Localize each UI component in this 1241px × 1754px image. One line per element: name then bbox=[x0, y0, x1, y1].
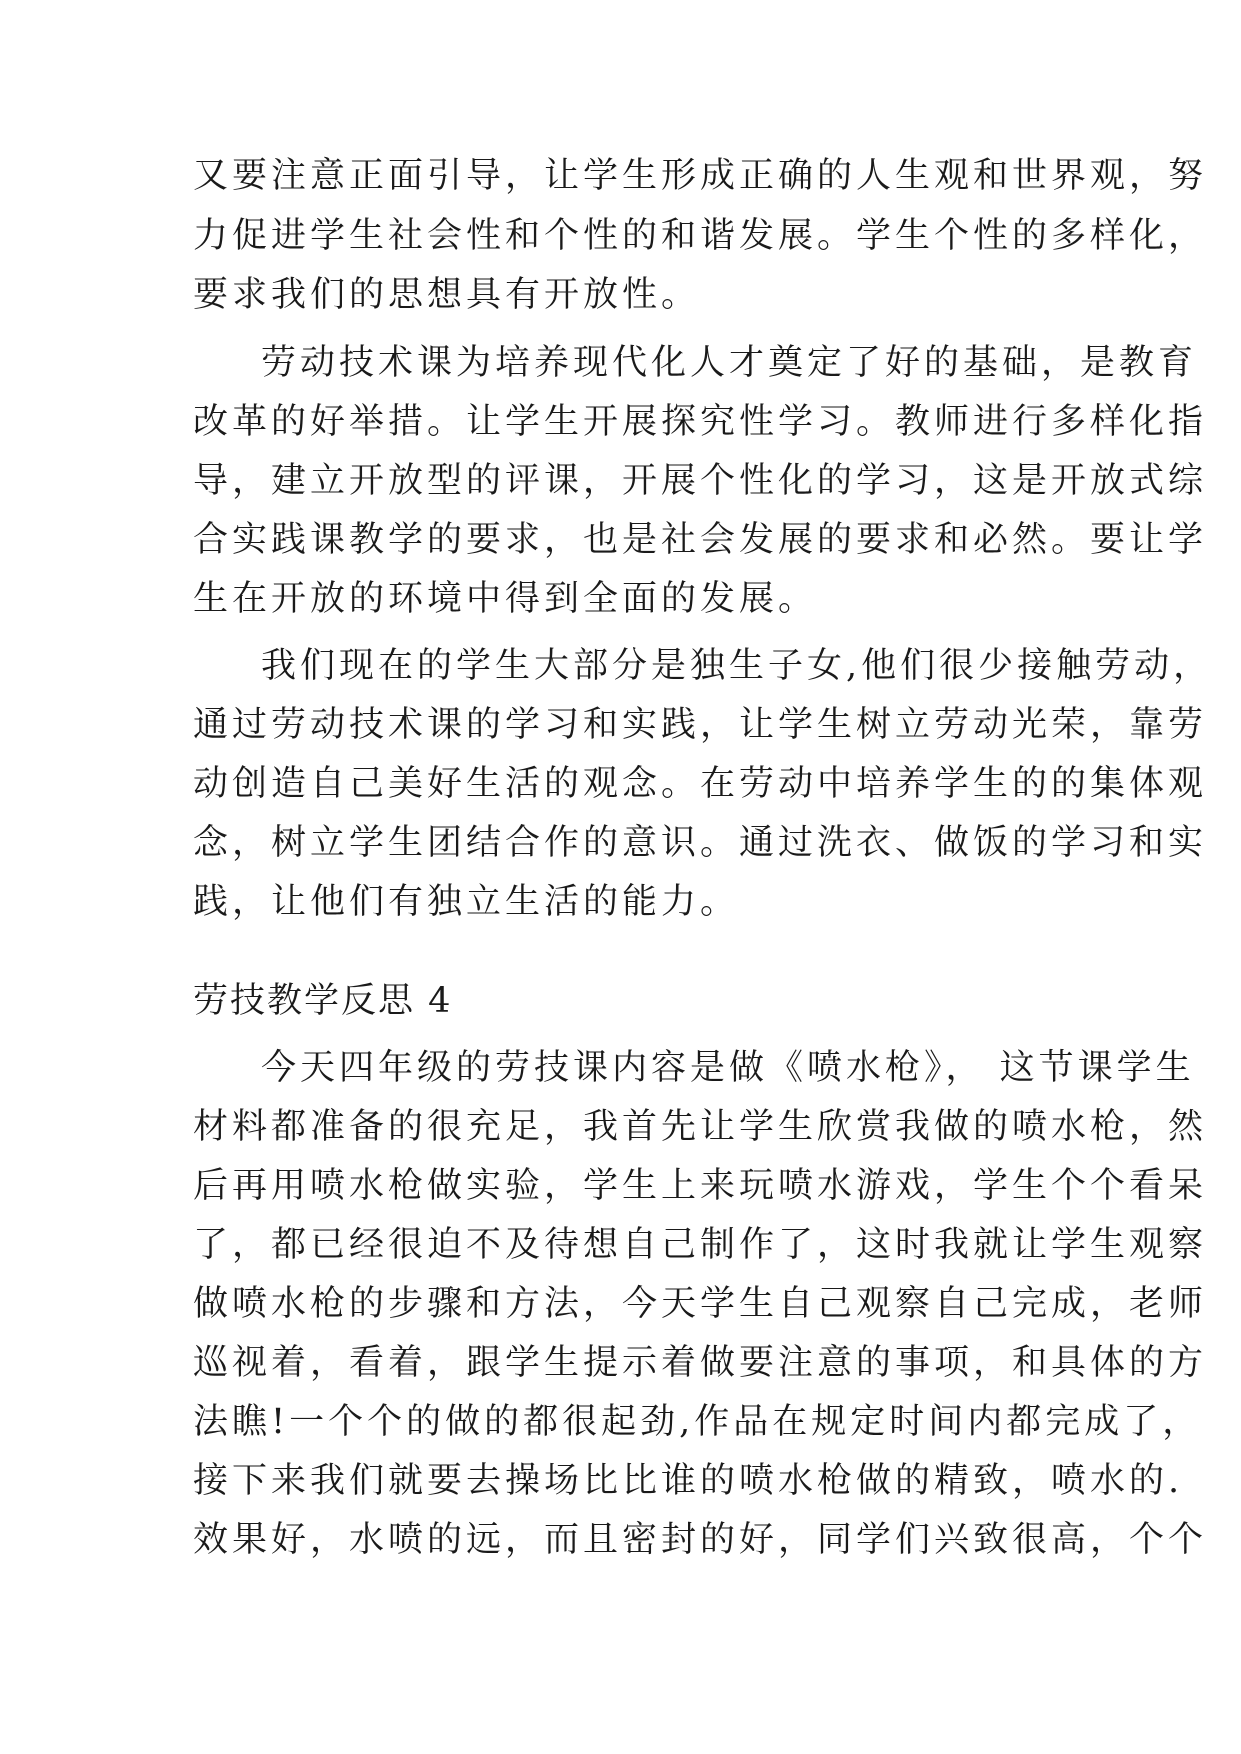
paragraph-4-line-1: 今天四年级的劳技课内容是做《喷水枪》， 这节课学生 bbox=[261, 1048, 1195, 1088]
paragraph-4-line-5: 做喷水枪的步骤和方法，今天学生自己观察自己完成，老师 bbox=[193, 1284, 1208, 1324]
paragraph-3-line-1: 我们现在的学生大部分是独生子女,他们很少接触劳动， bbox=[261, 646, 1213, 686]
paragraph-2-line-5: 生在开放的环境中得到全面的发展。 bbox=[193, 579, 818, 619]
paragraph-1-line-1: 又要注意正面引导，让学生形成正确的人生观和世界观，努 bbox=[193, 156, 1208, 196]
paragraph-4-line-4: 了，都已经很迫不及待想自己制作了，这时我就让学生观察 bbox=[193, 1225, 1208, 1265]
paragraph-3-line-2: 通过劳动技术课的学习和实践，让学生树立劳动光荣，靠劳 bbox=[193, 705, 1208, 745]
paragraph-1-line-3: 要求我们的思想具有开放性。 bbox=[193, 275, 701, 315]
section-heading: 劳技教学反思 4 bbox=[193, 981, 453, 1021]
paragraph-4-line-6: 巡视着，看着，跟学生提示着做要注意的事项，和具体的方 bbox=[193, 1343, 1208, 1383]
paragraph-2-line-3: 导，建立开放型的评课，开展个性化的学习，这是开放式综 bbox=[193, 461, 1208, 501]
paragraph-4-line-3: 后再用喷水枪做实验，学生上来玩喷水游戏，学生个个看呆 bbox=[193, 1166, 1208, 1206]
paragraph-4-line-7: 法瞧!一个个的做的都很起劲,作品在规定时间内都完成了， bbox=[193, 1402, 1202, 1442]
paragraph-4-line-8: 接下来我们就要去操场比比谁的喷水枪做的精致，喷水的. bbox=[193, 1461, 1184, 1501]
paragraph-3-line-5: 践，让他们有独立生活的能力。 bbox=[193, 882, 740, 922]
paragraph-4-line-9: 效果好，水喷的远，而且密封的好，同学们兴致很高，个个 bbox=[193, 1520, 1208, 1560]
paragraph-2-line-1: 劳动技术课为培养现代化人才奠定了好的基础，是教育 bbox=[261, 343, 1198, 383]
paragraph-2-line-4: 合实践课教学的要求，也是社会发展的要求和必然。要让学 bbox=[193, 520, 1208, 560]
paragraph-3-line-3: 动创造自己美好生活的观念。在劳动中培养学生的的集体观 bbox=[193, 764, 1208, 804]
paragraph-1-line-2: 力促进学生社会性和个性的和谐发展。学生个性的多样化， bbox=[193, 216, 1208, 256]
paragraph-2-line-2: 改革的好举措。让学生开展探究性学习。教师进行多样化指 bbox=[193, 402, 1208, 442]
paragraph-3-line-4: 念，树立学生团结合作的意识。通过洗衣、做饭的学习和实 bbox=[193, 823, 1208, 863]
paragraph-4-line-2: 材料都准备的很充足，我首先让学生欣赏我做的喷水枪，然 bbox=[193, 1107, 1208, 1147]
